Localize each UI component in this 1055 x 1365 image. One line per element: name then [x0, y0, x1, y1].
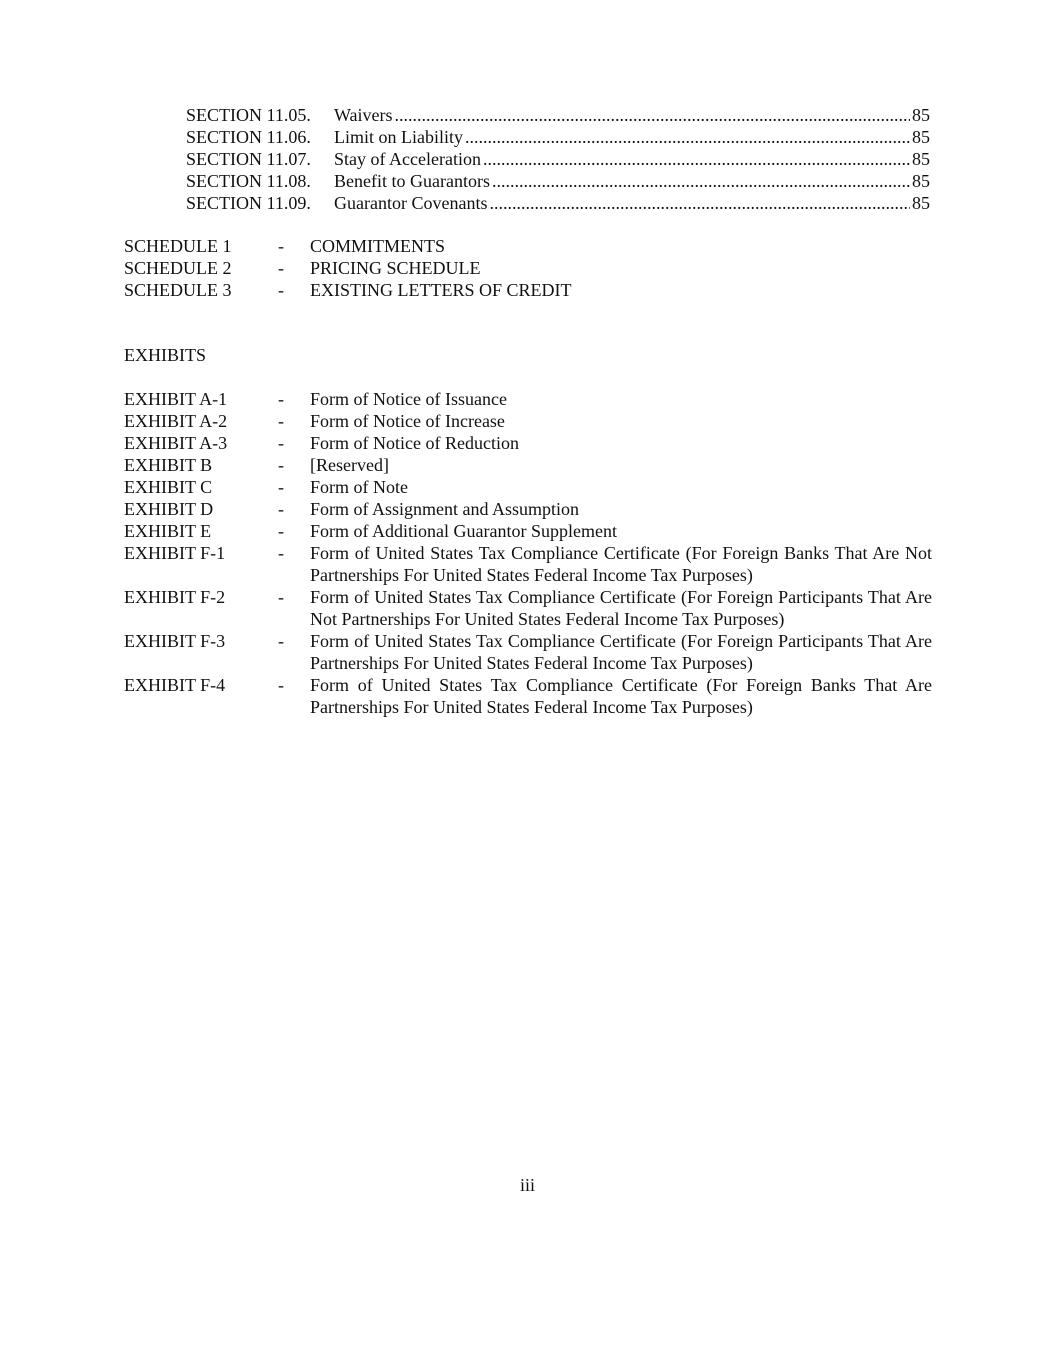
separator-dash: - [278, 675, 284, 695]
exhibit-label: EXHIBIT A-1 [124, 389, 228, 409]
exhibit-entry [124, 498, 932, 520]
exhibit-entry [124, 520, 932, 542]
exhibits-heading: EXHIBITS [124, 345, 206, 365]
exhibit-title: [Reserved] [310, 455, 389, 475]
exhibit-title: Form of Additional Guarantor Supplement [310, 521, 617, 541]
exhibit-label: EXHIBIT F-2 [124, 587, 226, 607]
exhibit-label: EXHIBIT F-4 [124, 675, 226, 695]
exhibit-title: Form of United States Tax Compliance Certificate (For Foreign Banks That Are Not Partnerships For United States Federal Income Tax Purposes) [310, 543, 932, 585]
exhibit-entry [124, 388, 932, 410]
exhibit-entry [124, 410, 932, 432]
separator-dash: - [278, 499, 284, 519]
toc-dot-leader [395, 104, 910, 126]
toc-section-number: SECTION 11.05. [186, 105, 311, 125]
exhibit-label: EXHIBIT D [124, 499, 214, 519]
exhibit-title: Form of Assignment and Assumption [310, 499, 580, 519]
exhibit-entry [124, 454, 932, 476]
separator-dash: - [278, 389, 284, 409]
exhibit-entry [124, 630, 932, 674]
toc-entry[interactable] [186, 148, 930, 170]
toc-page-number: 85 [912, 193, 930, 213]
toc-section-number: SECTION 11.08. [186, 171, 311, 191]
schedule-title: PRICING SCHEDULE [310, 258, 481, 278]
toc-page-number: 85 [912, 105, 930, 125]
schedule-label: SCHEDULE 1 [124, 236, 232, 256]
toc-page-number: 85 [912, 127, 930, 147]
separator-dash: - [278, 455, 284, 475]
schedule-entry [124, 279, 932, 301]
exhibit-title: Form of United States Tax Compliance Certificate (For Foreign Participants That Are Partnerships For United States Federal Income Tax Purposes) [310, 631, 932, 673]
schedule-label: SCHEDULE 2 [124, 258, 232, 278]
toc-section-number: SECTION 11.06. [186, 127, 311, 147]
schedule-title: COMMITMENTS [310, 236, 446, 256]
toc-section-number: SECTION 11.09. [186, 193, 311, 213]
schedule-entry [124, 257, 932, 279]
separator-dash: - [278, 258, 284, 278]
exhibit-title: Form of Note [310, 477, 408, 497]
exhibit-title: Form of Notice of Reduction [310, 433, 519, 453]
toc-page-number: 85 [912, 149, 930, 169]
toc-entry[interactable] [186, 192, 930, 214]
schedule-list [124, 235, 932, 301]
toc-entry[interactable] [186, 126, 930, 148]
exhibit-label: EXHIBIT E [124, 521, 212, 541]
exhibit-label: EXHIBIT B [124, 455, 213, 475]
separator-dash: - [278, 433, 284, 453]
toc-section-title: Stay of Acceleration [334, 149, 481, 169]
exhibit-title: Form of Notice of Increase [310, 411, 505, 431]
separator-dash: - [278, 543, 284, 563]
toc-entry[interactable] [186, 170, 930, 192]
toc-entry[interactable] [186, 104, 930, 126]
exhibit-title: Form of United States Tax Compliance Certificate (For Foreign Banks That Are Partnerships For United States Federal Income Tax Purposes) [310, 675, 932, 717]
exhibit-title: Form of Notice of Issuance [310, 389, 507, 409]
separator-dash: - [278, 411, 284, 431]
exhibit-entry [124, 674, 932, 718]
schedule-entry [124, 235, 932, 257]
toc-dot-leader [465, 126, 910, 148]
toc-dot-leader [492, 170, 910, 192]
toc-section-title: Benefit to Guarantors [334, 171, 490, 191]
toc-section-title: Limit on Liability [334, 127, 463, 147]
separator-dash: - [278, 631, 284, 651]
separator-dash: - [278, 280, 284, 300]
exhibit-label: EXHIBIT A-2 [124, 411, 228, 431]
toc-section-title: Waivers [334, 105, 393, 125]
toc-section-list [186, 104, 930, 214]
exhibit-label: EXHIBIT F-1 [124, 543, 226, 563]
exhibit-entry [124, 432, 932, 454]
toc-section-title: Guarantor Covenants [334, 193, 488, 213]
separator-dash: - [278, 587, 284, 607]
separator-dash: - [278, 236, 284, 256]
schedule-title: EXISTING LETTERS OF CREDIT [310, 280, 572, 300]
toc-section-number: SECTION 11.07. [186, 149, 311, 169]
toc-page-number: 85 [912, 171, 930, 191]
exhibit-label: EXHIBIT A-3 [124, 433, 228, 453]
exhibit-list [124, 388, 932, 718]
exhibit-entry [124, 476, 932, 498]
toc-dot-leader [483, 148, 910, 170]
exhibit-label: EXHIBIT F-3 [124, 631, 226, 651]
exhibit-entry [124, 542, 932, 586]
toc-dot-leader [489, 192, 910, 214]
schedule-label: SCHEDULE 3 [124, 280, 232, 300]
exhibit-title: Form of United States Tax Compliance Certificate (For Foreign Participants That Are Not Partnerships For United States Federal Income Tax Purposes) [310, 587, 932, 629]
separator-dash: - [278, 521, 284, 541]
page-number: iii [519, 1175, 535, 1195]
exhibit-label: EXHIBIT C [124, 477, 213, 497]
exhibit-entry [124, 586, 932, 630]
separator-dash: - [278, 477, 284, 497]
